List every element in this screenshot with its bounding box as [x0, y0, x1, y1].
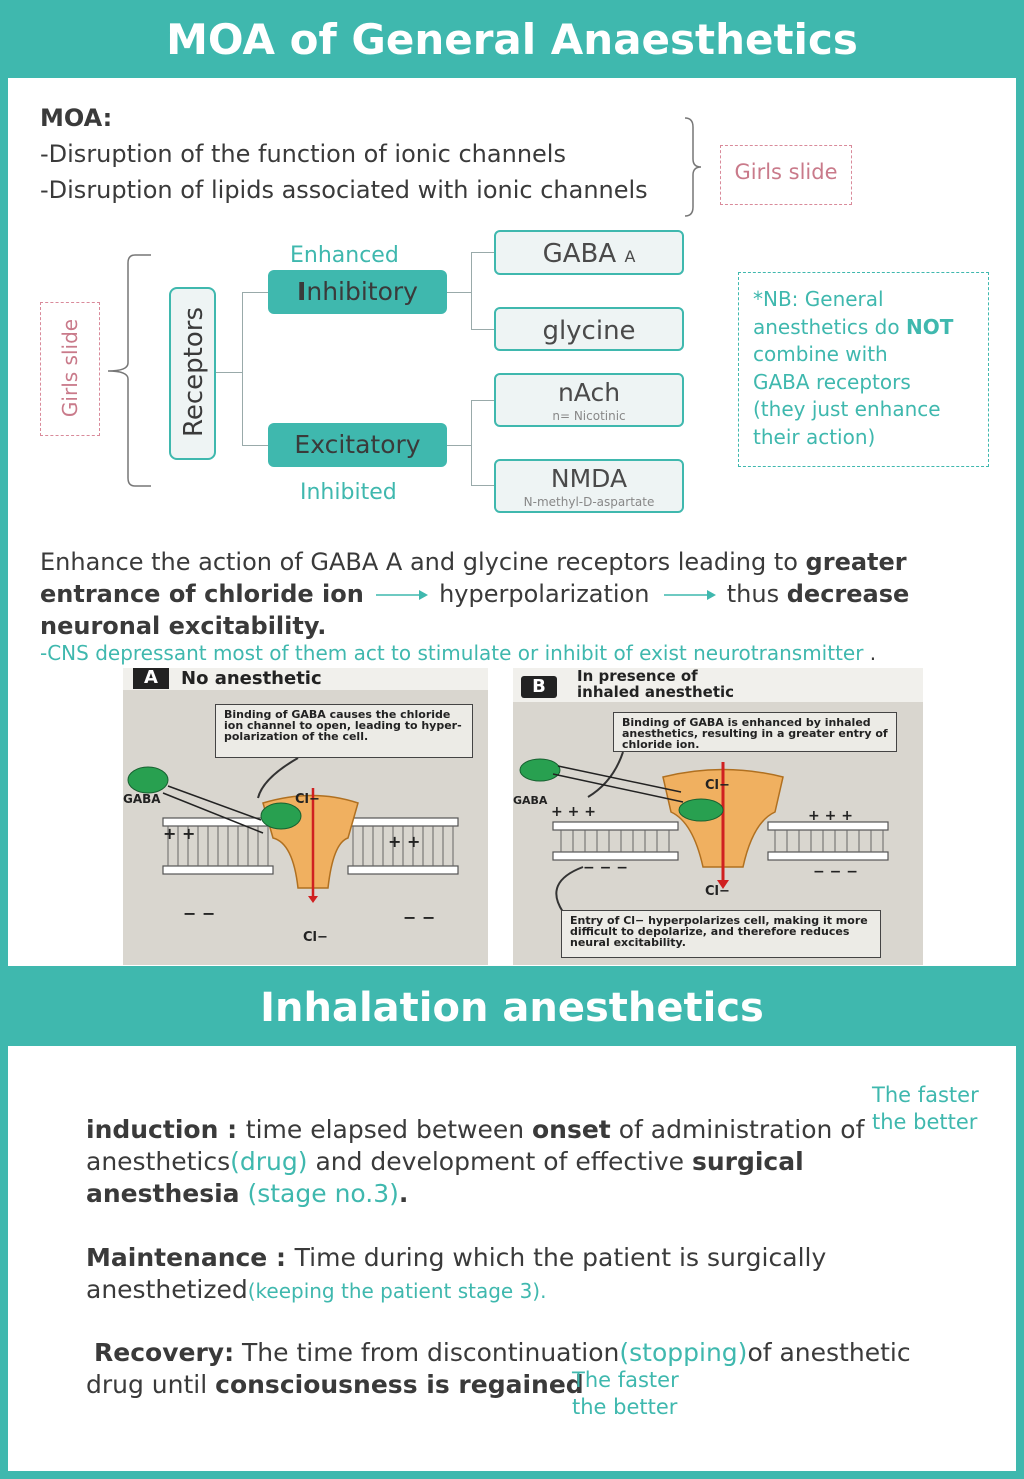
nb-line-4: GABA receptors — [753, 369, 911, 394]
cns-dot: . — [869, 641, 877, 665]
figure-b-cl-bottom: Cl− — [705, 884, 730, 899]
induction-stage: (stage no.3) — [239, 1179, 399, 1208]
enhance-thus: thus — [726, 580, 787, 608]
moa-block — [40, 100, 700, 208]
induction-anesthesia: anesthesia — [86, 1179, 240, 1208]
recovery-text-2: of anesthetic — [747, 1338, 911, 1367]
inhibited-label: Inhibited — [300, 480, 397, 505]
cns-line — [40, 641, 1000, 665]
recovery-stopping: (stopping) — [619, 1338, 748, 1367]
enhanced-label: Enhanced — [290, 243, 399, 268]
nach-label: nAch — [557, 378, 621, 407]
figure-b-inhaled-anesthetic — [513, 668, 923, 965]
nb-line-2 — [753, 314, 983, 342]
figure-b-plus-right: + + + — [808, 808, 853, 824]
induction-paragraph — [86, 1114, 876, 1210]
glycine-label: glycine — [542, 316, 636, 346]
enhance-excitability: neuronal excitability. — [40, 612, 327, 640]
enhance-hyperpolarization: hyperpolarization — [439, 580, 650, 608]
figure-b-minus-left: − − − — [583, 860, 628, 876]
gaba-subtype: A — [624, 247, 636, 266]
maintenance-keep: (keeping the patient stage 3). — [247, 1279, 547, 1303]
faster-note-2b: the better — [572, 1395, 678, 1419]
connector — [242, 292, 243, 446]
nb-line-3: combine with — [753, 342, 888, 366]
enhance-text-1: Enhance the action of GABA A and glycine receptors leading to — [40, 548, 806, 576]
cns-text: -CNS depressant most of them act to stimulate or inhibit of exist neurotransmitter — [40, 641, 864, 665]
header-inhalation — [0, 968, 1024, 1046]
faster-note-1 — [872, 1082, 979, 1136]
induction-onset: onset — [532, 1115, 611, 1144]
figure-a-label: A — [133, 668, 169, 689]
brace-left-icon — [103, 253, 153, 488]
faster-note-2a: The faster — [572, 1368, 679, 1392]
recovery-paragraph — [86, 1337, 926, 1401]
induction-text-2: of administration of — [610, 1115, 865, 1144]
connector — [471, 485, 494, 486]
recovery-consciousness: consciousness is regained — [215, 1370, 584, 1399]
inhibitory-box — [268, 270, 447, 314]
figure-b-title-2: inhaled anesthetic — [577, 683, 735, 701]
header-moa — [0, 0, 1024, 78]
girls-slide-vertical-label: Girls slide — [58, 318, 82, 418]
figure-a-caption: Binding of GABA causes the chloride ion channel to open, leading to hyper-polarization of the cell. — [215, 704, 473, 758]
moa-title: MOA: — [40, 104, 113, 132]
connector — [242, 292, 269, 293]
moa-line-1: -Disruption of the function of ionic channels — [40, 140, 566, 168]
glycine-box — [494, 307, 684, 351]
figure-a-minus-left: − − — [183, 904, 216, 923]
faster-note-2 — [572, 1367, 679, 1421]
induction-line-1 — [86, 1114, 876, 1146]
figure-a-no-anesthetic — [123, 668, 488, 965]
faster-note-1a: The faster — [872, 1083, 979, 1107]
moa-line-2: -Disruption of lipids associated with ionic channels — [40, 176, 648, 204]
induction-text-1: time elapsed between — [245, 1115, 532, 1144]
gaba-label: GABA — [542, 239, 617, 269]
recovery-term: Recovery: — [94, 1338, 235, 1367]
connector — [447, 445, 471, 446]
section-title: Inhalation anesthetics — [260, 985, 764, 1031]
maintenance-text-2: anesthetized — [86, 1275, 248, 1304]
recovery-line-1 — [86, 1337, 926, 1369]
nmda-label: NMDA — [550, 464, 628, 493]
figure-a-cl-top: Cl− — [295, 792, 320, 807]
inhibitory-initial: I — [297, 277, 307, 306]
induction-line-3 — [86, 1178, 876, 1210]
induction-surgical: surgical — [691, 1147, 804, 1176]
figure-b-label: B — [521, 676, 557, 698]
enhance-paragraph — [40, 546, 1000, 642]
maintenance-text-1: Time during which the patient is surgically — [294, 1243, 827, 1272]
brace-icon — [683, 115, 703, 220]
figure-a-plus-right: + + — [388, 832, 421, 851]
induction-text-3: anesthetics — [86, 1147, 231, 1176]
enhance-line-3 — [40, 610, 1000, 642]
induction-drug: (drug) — [230, 1147, 308, 1176]
girls-slide-label: Girls slide — [734, 160, 838, 184]
figure-b-gaba: GABA — [513, 794, 548, 807]
recovery-text-3: drug until — [86, 1370, 216, 1399]
induction-dot: . — [398, 1179, 409, 1208]
page-title: MOA of General Anaesthetics — [166, 15, 858, 64]
nb-not: NOT — [905, 314, 954, 339]
figure-a-gaba: GABA — [123, 792, 161, 806]
connector — [447, 292, 471, 293]
figure-a-title: No anesthetic — [181, 668, 322, 689]
maintenance-line-2 — [86, 1274, 886, 1307]
connector — [471, 400, 472, 486]
nmda-sub: N-methyl-D-aspartate — [523, 495, 655, 509]
recovery-text-1: The time from discontinuation — [234, 1338, 620, 1367]
connector — [471, 400, 494, 401]
enhance-line-2 — [40, 578, 1000, 610]
enhance-decrease: decrease — [786, 580, 910, 608]
enhance-line-1 — [40, 546, 1000, 578]
figure-b-caption: Binding of GABA is enhanced by inhaled anesthetics, resulting in a greater entry of chloride ion. — [613, 712, 897, 752]
nach-box — [494, 373, 684, 427]
connector — [242, 445, 269, 446]
figure-b-cl-top: Cl− — [705, 778, 730, 793]
figure-a-plus-left: + + — [163, 824, 196, 843]
figure-b-title-1: In presence of — [577, 668, 698, 685]
enhance-greater: greater — [805, 548, 907, 576]
connector — [216, 372, 242, 373]
nb-note — [753, 286, 983, 451]
excitatory-label: Excitatory — [294, 430, 421, 459]
induction-text-4: and development of effective — [307, 1147, 692, 1176]
figure-b-caption-2: Entry of Cl− hyperpolarizes cell, making it more difficult to depolarize, and therefore reduces neural excitability. — [561, 910, 881, 958]
maintenance-paragraph — [86, 1242, 886, 1307]
induction-line-2 — [86, 1146, 876, 1178]
receptors-label: Receptors — [179, 306, 209, 438]
nb-line-6: their action) — [753, 424, 876, 449]
nmda-box — [494, 459, 684, 513]
arrow-right-icon — [375, 588, 429, 602]
excitatory-box — [268, 423, 447, 467]
connector — [471, 252, 494, 253]
maintenance-line-1 — [86, 1242, 886, 1274]
nb-line-2a: anesthetics do — [753, 314, 906, 339]
nb-line-1: *NB: General — [753, 287, 884, 311]
faster-note-1b: the better — [872, 1110, 978, 1134]
nach-sub: n= Nicotinic — [552, 409, 626, 423]
gaba-a-box — [494, 230, 684, 275]
connector — [471, 329, 494, 330]
arrow-right-icon — [663, 588, 717, 602]
enhance-chloride: entrance of chloride ion — [40, 580, 364, 608]
recovery-line-2 — [86, 1369, 926, 1401]
inhibitory-rest: nhibitory — [306, 277, 418, 306]
figure-b-plus-left: + + + — [551, 804, 596, 820]
figure-a-cl-bottom: Cl− — [303, 930, 328, 945]
induction-term: induction : — [86, 1115, 246, 1144]
figure-b-minus-right: − − − — [813, 864, 858, 880]
figure-a-minus-right: − − — [403, 908, 436, 927]
maintenance-term: Maintenance : — [86, 1243, 295, 1272]
connector — [471, 252, 472, 330]
nb-line-5: (they just enhance — [753, 397, 941, 421]
